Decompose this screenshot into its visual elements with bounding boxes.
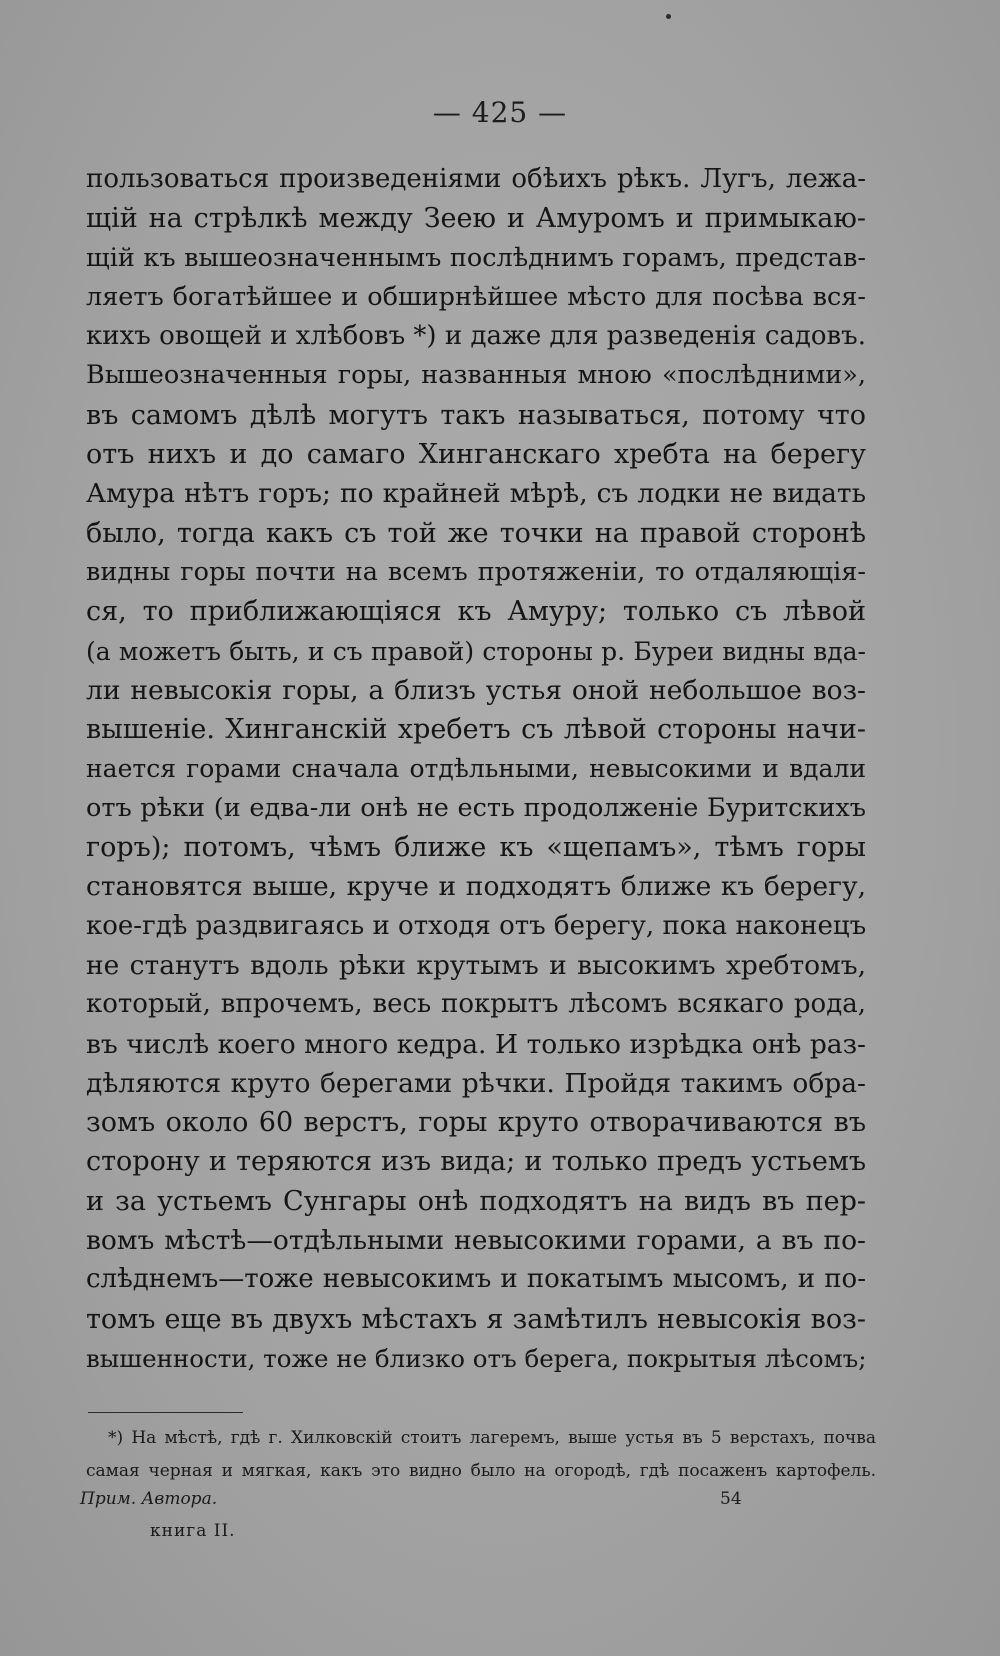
footnote-line: самая черная и мягкая, какъ это видно было на огородѣ, гдѣ посаженъ картофель. xyxy=(86,1461,876,1481)
text-line: зомъ около 60 верстъ, горы круто отворачиваются въ xyxy=(86,1107,866,1139)
text-line: слѣднемъ—тоже невысокимъ и покатымъ мысомъ, и по- xyxy=(86,1264,866,1295)
text-line: вышеніе. Хинганскій хребетъ съ лѣвой стороны начи- xyxy=(86,714,866,746)
text-line: въ числѣ коего много кедра. И только изрѣдка онѣ раз- xyxy=(86,1028,866,1060)
text-line: вомъ мѣстѣ—отдѣльными невысокими горами, а въ по- xyxy=(86,1225,866,1257)
signature-number: 54 xyxy=(720,1489,742,1509)
text-line: кихъ овощей и хлѣбовъ *) и даже для разведенія садовъ. xyxy=(86,321,866,352)
body-text xyxy=(86,160,866,1378)
text-line: сторону и теряются изъ вида; и только предъ устьемъ xyxy=(86,1146,866,1178)
text-line: пользоваться произведеніями обѣихъ рѣкъ. Лугъ, лежа- xyxy=(86,164,866,194)
page-number: — 425 — xyxy=(432,96,568,129)
text-line: становятся выше, круче и подходятъ ближе къ берегу, xyxy=(86,871,866,903)
text-line: кое-гдѣ раздвигаясь и отходя отъ берегу, пока наконецъ xyxy=(86,910,866,941)
footnote-attribution: Прим. Автора. xyxy=(80,1489,218,1509)
text-line: было, тогда какъ съ той же точки на правой сторонѣ xyxy=(86,517,866,549)
text-line: не станутъ вдоль рѣки крутымъ и высокимъ хребтомъ, xyxy=(86,949,866,981)
text-line: (а можетъ быть, и съ правой) стороны р. Буреи видны вда- xyxy=(86,636,866,666)
text-line: томъ еще въ двухъ мѣстахъ я замѣтилъ невысокія воз- xyxy=(86,1303,866,1335)
text-line: вышенности, тоже не близко отъ берега, покрытыя лѣсомъ; xyxy=(86,1343,866,1373)
text-line: видны горы почти на всемъ протяженіи, то отдаляющія- xyxy=(86,556,866,587)
book-label: книга II. xyxy=(150,1521,236,1541)
text-line: дѣляются круто берегами рѣчки. Пройдя такимъ обра- xyxy=(86,1067,866,1099)
text-line: щій на стрѣлкѣ между Зеею и Амуромъ и примыкаю- xyxy=(86,203,866,235)
footnote xyxy=(86,1422,876,1488)
print-speck xyxy=(666,14,671,19)
text-line: отъ рѣки (и едва-ли онѣ не есть продолженіе Буритскихъ xyxy=(86,792,866,823)
text-line: горъ); потомъ, чѣмъ ближе къ «щепамъ», тѣмъ горы xyxy=(86,832,866,864)
text-line: ляетъ богатѣйшее и обширнѣйшее мѣсто для посѣва вся- xyxy=(86,281,866,312)
footnote-line: *) На мѣстѣ, гдѣ г. Хилковскій стоитъ лагеремъ, выше устья въ 5 верстахъ, почва xyxy=(108,1428,876,1448)
text-line: Вышеозначенныя горы, названныя мною «послѣдними», xyxy=(86,360,866,391)
text-line: нается горами сначала отдѣльными, невысокими и вдали xyxy=(86,754,866,784)
text-line: въ самомъ дѣлѣ могутъ такъ называться, потому что xyxy=(86,399,866,431)
footnote-divider xyxy=(88,1412,243,1413)
text-line: ли невысокія горы, а близъ устья оной небольшое воз- xyxy=(86,674,866,706)
text-line: и за устьемъ Сунгары онѣ подходятъ на видъ въ пер- xyxy=(86,1185,866,1217)
text-line: отъ нихъ и до самаго Хинганскаго хребта на берегу xyxy=(86,439,866,471)
text-line: щій къ вышеозначеннымъ послѣднимъ горамъ, представ- xyxy=(86,242,866,273)
text-line: который, впрочемъ, весь покрытъ лѣсомъ всякаго рода, xyxy=(86,989,866,1020)
text-line: ся, то приближающіяся къ Амуру; только съ лѣвой xyxy=(86,596,866,628)
text-line: Амура нѣтъ горъ; по крайней мѣрѣ, съ лодки не видать xyxy=(86,478,866,510)
